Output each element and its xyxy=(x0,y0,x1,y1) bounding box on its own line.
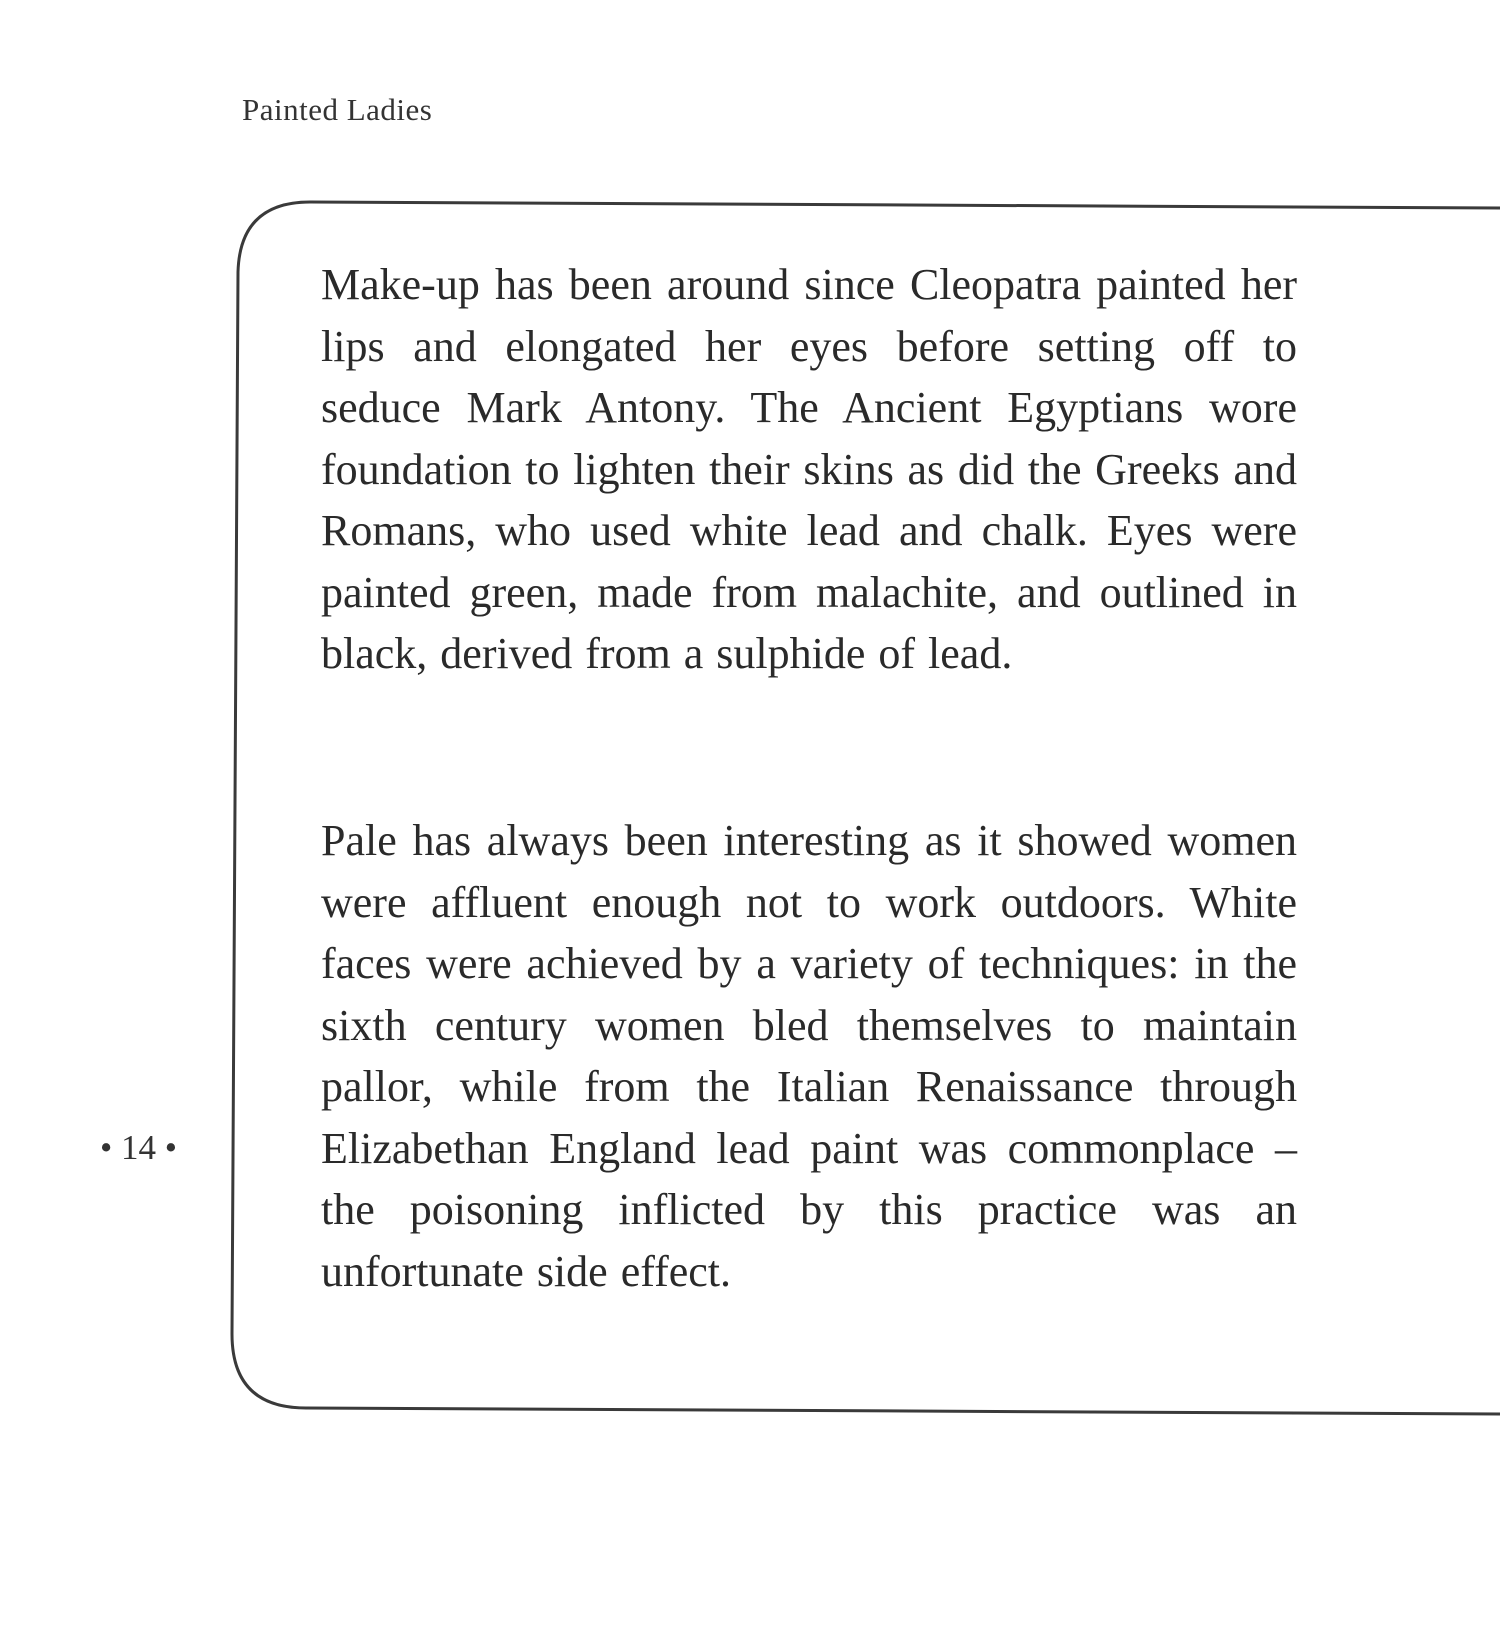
running-head-title: Painted Ladies xyxy=(242,92,433,127)
body-paragraph-1: Make-up has been around since Cleopatra painted her lips and elongated her eyes before setting off to seduce Mark Antony. The Ancient Egyptians wore foundation to lighten their skins as did the Greeks and Romans, who used white lead and chalk. Eyes were painted green, made from malachite, and outlined in black, derived from a sulphide of lead. xyxy=(321,260,1297,678)
body-paragraph-2: Pale has always been interesting as it showed women were affluent enough not to work outdoors. White faces were achieved by a variety of techniques: in the sixth century women bled themselves to maintain pallor, while from the Italian Renaissance through Elizabethan England lead paint was commonplace – the poisoning inflicted by this practice was an unfortunate side effect. xyxy=(321,816,1297,1296)
page-number: • 14 • xyxy=(100,1128,178,1167)
